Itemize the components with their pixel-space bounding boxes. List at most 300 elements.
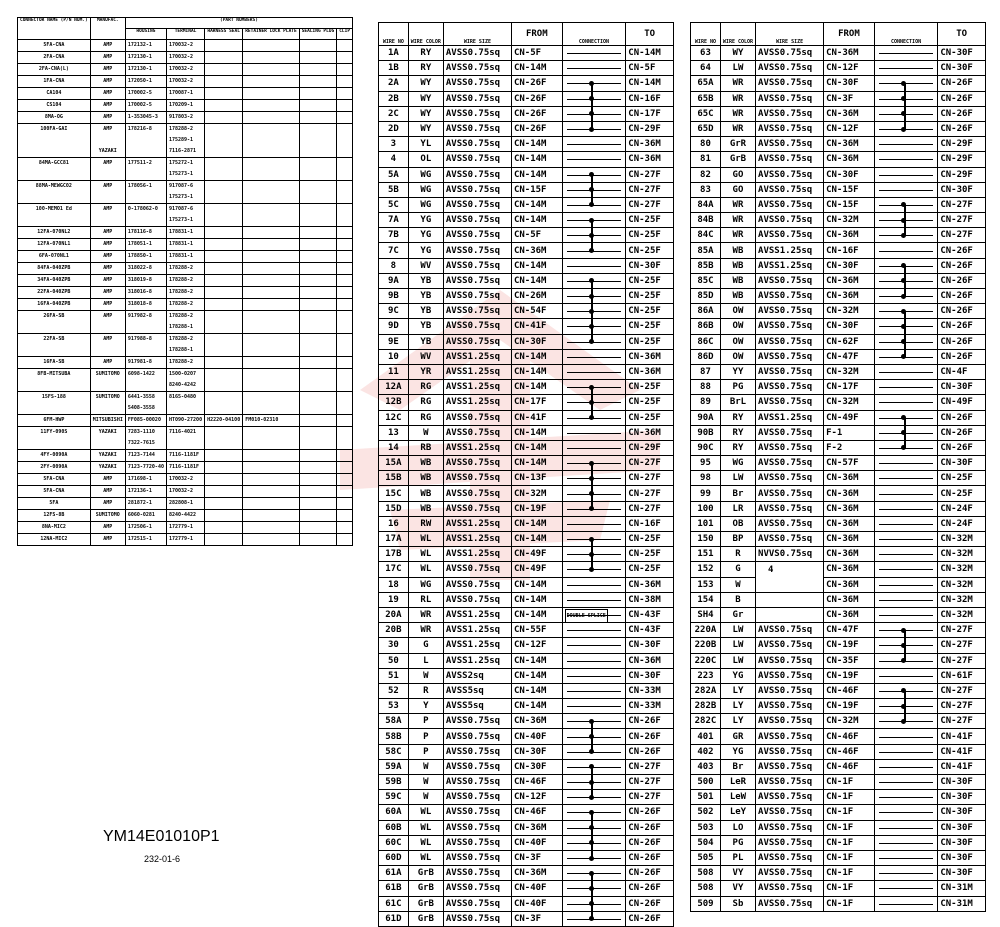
wire-color: RY <box>408 46 443 61</box>
wire-no: 8 <box>379 258 409 273</box>
wire-from: CN-47F <box>824 349 875 364</box>
wire-from: CN-46F <box>824 744 875 759</box>
wire-from: CN-49F <box>511 562 562 577</box>
connector-cell <box>337 100 353 112</box>
wire-color: GrB <box>408 896 443 911</box>
wire-hdr-to: TO <box>938 23 986 46</box>
wire-row <box>691 790 986 805</box>
wire-size: AVSS0.75sq <box>756 714 824 729</box>
wire-connection <box>874 653 938 668</box>
wire-no: 503 <box>691 820 721 835</box>
connector-cell <box>243 486 299 498</box>
connector-cell: 178288-2 <box>166 275 204 287</box>
wire-hdr-no: WIRE NO <box>379 23 409 46</box>
connector-row <box>18 158 353 181</box>
wire-color: WB <box>408 486 443 501</box>
wire-color: RY <box>720 410 755 425</box>
wire-row <box>379 759 674 774</box>
wire-to: CN-25F <box>626 319 674 334</box>
connector-cell <box>299 357 337 369</box>
connector-cell: 170032-2 <box>166 474 204 486</box>
wire-size: AVSS0.75sq <box>443 334 511 349</box>
wire-no: 61B <box>379 881 409 896</box>
wire-size: AVSS0.75sq <box>756 881 824 896</box>
wire-size: AVSS0.75sq <box>756 866 824 881</box>
connector-cell: AMP <box>90 474 125 486</box>
wire-color: OW <box>720 334 755 349</box>
wire-no: 60C <box>379 835 409 850</box>
wire-no: 50 <box>379 653 409 668</box>
wire-no: 58C <box>379 744 409 759</box>
wire-no: 87 <box>691 364 721 379</box>
hdr-part-col: CLIP <box>337 29 353 40</box>
wire-color: WB <box>408 456 443 471</box>
splice-line <box>591 539 593 547</box>
wire-to: CN-36M <box>626 349 674 364</box>
connector-cell: 6FA-070NL1 <box>18 251 91 263</box>
wire-to: CN-26F <box>938 425 986 440</box>
wire-size: AVSS0.75sq <box>443 820 511 835</box>
connector-cell <box>299 112 337 124</box>
connector-cell: YAZAKI <box>90 462 125 474</box>
connector-row <box>18 474 353 486</box>
wire-from: CN-30F <box>824 167 875 182</box>
connector-cell <box>243 334 299 357</box>
wire-no: 508 <box>691 866 721 881</box>
connector-cell: AMP <box>90 112 125 124</box>
connector-cell: 917087-6 175273-1 <box>166 204 204 227</box>
connector-row <box>18 287 353 299</box>
wire-connection <box>562 213 626 228</box>
wire-color: BrL <box>720 395 755 410</box>
connector-cell <box>243 40 299 52</box>
splice-line <box>591 334 593 342</box>
hdr-manufacturer: MANUFAC. <box>90 18 125 40</box>
wire-to: CN-30F <box>938 61 986 76</box>
wire-to: CN-31M <box>938 896 986 911</box>
splice-line <box>904 266 906 274</box>
wire-row <box>379 197 674 212</box>
wire-to: CN-26F <box>626 835 674 850</box>
connector-cell: AMP <box>90 76 125 88</box>
connector-row <box>18 522 353 534</box>
connector-cell: AMP <box>90 287 125 299</box>
wire-row <box>691 319 986 334</box>
wire-connection <box>874 440 938 455</box>
wire-row <box>691 577 986 592</box>
wire-size: AVSS0.75sq <box>756 729 824 744</box>
wire-connection <box>874 456 938 471</box>
wire-no: 61C <box>379 896 409 911</box>
wire-to: CN-26F <box>626 729 674 744</box>
connector-row <box>18 369 353 392</box>
connector-cell <box>337 124 353 158</box>
wire-color: RL <box>408 592 443 607</box>
splice-line <box>591 721 593 729</box>
connector-cell: AMP <box>90 158 125 181</box>
wire-from: CN-36M <box>511 243 562 258</box>
wire-from: CN-49F <box>824 410 875 425</box>
splice-line <box>591 881 593 896</box>
wire-from: CN-17F <box>824 380 875 395</box>
connector-cell: HT090-27200 <box>166 415 204 427</box>
wire-no: 84C <box>691 228 721 243</box>
wire-connection <box>874 744 938 759</box>
wire-row <box>379 744 674 759</box>
wire-to: CN-24F <box>938 501 986 516</box>
wire-to: CN-26F <box>626 911 674 926</box>
wire-connection <box>562 182 626 197</box>
connector-cell: AMP <box>90 498 125 510</box>
wire-to: CN-26F <box>626 714 674 729</box>
wire-to: CN-25F <box>626 562 674 577</box>
connector-cell <box>205 76 243 88</box>
wire-to: CN-27F <box>626 486 674 501</box>
wire-hdr-from: FROM <box>511 23 562 46</box>
wire-row <box>691 866 986 881</box>
wire-to: CN-30F <box>626 668 674 683</box>
wire-size: AVSS0.75sq <box>756 486 824 501</box>
connector-cell <box>337 522 353 534</box>
splice-line <box>591 91 593 106</box>
connector-cell <box>337 334 353 357</box>
connector-cell <box>243 239 299 251</box>
wire-color: W <box>408 425 443 440</box>
wire-to: CN-4F <box>938 364 986 379</box>
splice-line <box>904 121 906 129</box>
wire-from: CN-30F <box>824 319 875 334</box>
wire-size: AVSS0.75sq <box>443 410 511 425</box>
wire-row <box>691 471 986 486</box>
wire-connection <box>562 653 626 668</box>
wire-from: CN-16F <box>824 243 875 258</box>
wire-no: 86C <box>691 334 721 349</box>
wire-row <box>691 896 986 911</box>
connector-cell: 170032-2 <box>166 52 204 64</box>
connector-cell <box>243 311 299 334</box>
connector-cell: 12FS-8B <box>18 510 91 522</box>
wire-row <box>691 137 986 152</box>
wire-size: AVSS0.75sq <box>443 896 511 911</box>
wire-from: CN-49F <box>511 547 562 562</box>
wire-from: CN-32M <box>511 486 562 501</box>
splice-line <box>904 691 906 699</box>
splice-line <box>591 410 593 418</box>
wire-to: CN-27F <box>626 790 674 805</box>
wire-color: WR <box>720 106 755 121</box>
wire-to: CN-26F <box>626 744 674 759</box>
connector-cell <box>299 369 337 392</box>
wire-to: CN-29F <box>938 137 986 152</box>
connector-cell <box>205 474 243 486</box>
wire-connection <box>874 623 938 638</box>
connector-cell <box>243 88 299 100</box>
wire-row <box>379 243 674 258</box>
connector-row <box>18 275 353 287</box>
wire-no: 282C <box>691 714 721 729</box>
wire-no: 101 <box>691 516 721 531</box>
connector-cell <box>337 462 353 474</box>
wire-connection <box>874 289 938 304</box>
connector-cell <box>243 263 299 275</box>
hdr-part-col: RETAINER LOCK PLATE <box>243 29 299 40</box>
wire-from: CN-26F <box>511 106 562 121</box>
connector-cell: 6441-3558 5408-3558 <box>125 392 166 415</box>
wire-no: 17B <box>379 547 409 562</box>
connector-cell <box>243 76 299 88</box>
wire-from: CN-36M <box>824 106 875 121</box>
wire-color: P <box>408 729 443 744</box>
wire-size: AVSS1.25sq <box>756 410 824 425</box>
wire-to: CN-27F <box>626 759 674 774</box>
connector-cell <box>299 334 337 357</box>
connector-cell: 100-MEMO1 Ed <box>18 204 91 227</box>
wire-size: AVSS0.75sq <box>756 820 824 835</box>
wire-size: AVSS0.75sq <box>443 61 511 76</box>
wire-to: CN-25F <box>626 273 674 288</box>
wire-to: CN-30F <box>938 850 986 865</box>
splice-line <box>904 425 906 440</box>
connector-cell: 178288-2 178288-1 <box>166 311 204 334</box>
wire-from: CN-36M <box>824 516 875 531</box>
connector-cell <box>205 450 243 462</box>
wire-to: CN-25F <box>938 486 986 501</box>
hdr-part-numbers: (PART NUMBERS) <box>125 18 352 29</box>
connector-cell <box>337 263 353 275</box>
splice-line <box>591 744 593 752</box>
wire-size: AVSS0.75sq <box>443 106 511 121</box>
wire-connection <box>562 319 626 334</box>
splice-line <box>591 729 593 744</box>
splice-line <box>591 896 593 911</box>
wire-no: 53 <box>379 699 409 714</box>
wire-from: CN-36M <box>824 577 875 592</box>
connector-cell <box>243 357 299 369</box>
wire-to: CN-32M <box>938 592 986 607</box>
wire-row <box>691 501 986 516</box>
wire-color: WB <box>720 289 755 304</box>
splice-line <box>591 471 593 486</box>
wire-size: AVSS0.75sq <box>443 562 511 577</box>
wire-hdr-size: WIRE SIZE <box>443 23 511 46</box>
connector-cell <box>337 415 353 427</box>
wire-no: 15A <box>379 456 409 471</box>
connector-cell <box>299 522 337 534</box>
wire-to: CN-29F <box>626 121 674 136</box>
wire-color: PG <box>720 380 755 395</box>
wire-connection <box>874 562 938 577</box>
wire-color: LW <box>720 653 755 668</box>
wire-row <box>379 668 674 683</box>
connector-cell: 26FA-SB <box>18 311 91 334</box>
wire-row <box>379 213 674 228</box>
wire-color: YG <box>408 243 443 258</box>
wire-no: 84A <box>691 197 721 212</box>
wire-color: BP <box>720 532 755 547</box>
connector-cell <box>299 204 337 227</box>
wire-to: CN-33M <box>626 683 674 698</box>
wire-row <box>379 76 674 91</box>
wire-to: CN-26F <box>938 334 986 349</box>
wire-to: CN-30F <box>938 775 986 790</box>
wire-connection <box>562 334 626 349</box>
splice-line <box>591 175 593 183</box>
wire-color: LR <box>720 501 755 516</box>
connector-cell <box>205 112 243 124</box>
wire-from: CN-3F <box>511 911 562 926</box>
wire-color: LW <box>720 623 755 638</box>
wire-no: 82 <box>691 167 721 182</box>
wire-connection <box>562 547 626 562</box>
wire-from: CN-19F <box>824 699 875 714</box>
wire-no: 401 <box>691 729 721 744</box>
connector-cell: AMP <box>90 227 125 239</box>
wire-no: 282A <box>691 683 721 698</box>
wire-row <box>379 911 674 926</box>
wire-from: CN-41F <box>511 319 562 334</box>
connector-cell <box>337 275 353 287</box>
wire-no: 10 <box>379 349 409 364</box>
wire-row <box>379 850 674 865</box>
wire-to: CN-27F <box>938 228 986 243</box>
wire-size: AVSS0.75sq <box>756 289 824 304</box>
wire-color: OB <box>720 516 755 531</box>
wire-size: AVSS0.75sq <box>756 228 824 243</box>
wire-size: AVSS0.75sq <box>756 137 824 152</box>
splice-line <box>591 547 593 562</box>
wire-color: WG <box>408 182 443 197</box>
splice-line <box>591 820 593 835</box>
wire-connection <box>562 197 626 212</box>
wire-from: CN-1F <box>824 775 875 790</box>
wire-to: CN-26F <box>938 106 986 121</box>
wire-to: CN-43F <box>626 623 674 638</box>
connector-cell: 178216-8 <box>125 124 166 158</box>
wire-size: AVSS1.25sq <box>443 547 511 562</box>
wire-connection <box>874 137 938 152</box>
wire-connection <box>874 592 938 607</box>
connector-cell: 172050-1 <box>125 76 166 88</box>
wire-row <box>691 167 986 182</box>
connector-cell <box>299 299 337 311</box>
wire-color: WL <box>408 547 443 562</box>
wire-no: 65D <box>691 121 721 136</box>
wire-connection <box>562 167 626 182</box>
wire-row <box>691 76 986 91</box>
connector-cell <box>337 510 353 522</box>
wire-size: AVSS0.75sq <box>443 456 511 471</box>
connector-cell: 1-353045-3 <box>125 112 166 124</box>
connector-cell <box>205 64 243 76</box>
wire-color: LW <box>720 638 755 653</box>
wire-row <box>379 91 674 106</box>
connector-cell <box>243 112 299 124</box>
connector-cell: AMP <box>90 275 125 287</box>
connector-cell <box>299 158 337 181</box>
connector-cell: 170032-2 <box>166 64 204 76</box>
wire-size: AVSS0.75sq <box>756 775 824 790</box>
wire-no: 52 <box>379 683 409 698</box>
wire-from: CN-14M <box>511 607 562 622</box>
wire-from: CN-19F <box>824 638 875 653</box>
wire-from: CN-14M <box>511 425 562 440</box>
wire-to: CN-26F <box>938 121 986 136</box>
connector-cell <box>337 227 353 239</box>
wire-size: AVSS1.25sq <box>443 653 511 668</box>
wire-no: 9E <box>379 334 409 349</box>
wire-color: WG <box>408 197 443 212</box>
wire-to: CN-5F <box>626 61 674 76</box>
wire-row <box>691 592 986 607</box>
wire-connection <box>562 577 626 592</box>
wire-to: CN-26F <box>938 91 986 106</box>
connector-cell: AMP <box>90 40 125 52</box>
connector-cell: 5FA-CNA <box>18 40 91 52</box>
document-subcode: 232-01-6 <box>144 854 181 864</box>
wire-row <box>691 182 986 197</box>
wire-connection <box>874 182 938 197</box>
wire-to: CN-26F <box>938 289 986 304</box>
wire-size: AVSS0.75sq <box>756 121 824 136</box>
wire-to: CN-30F <box>938 46 986 61</box>
wire-size: AVSS0.75sq <box>443 744 511 759</box>
connector-cell: 2FY-0090A <box>18 462 91 474</box>
connector-cell <box>299 251 337 263</box>
wire-size: AVSS0.75sq <box>756 46 824 61</box>
wire-color: WL <box>408 850 443 865</box>
connector-cell: 178116-8 <box>125 227 166 239</box>
wire-row <box>379 456 674 471</box>
wire-connection <box>874 668 938 683</box>
wire-size: AVSS1.25sq <box>756 243 824 258</box>
wire-no: 151 <box>691 547 721 562</box>
connector-cell: 170032-2 <box>166 76 204 88</box>
wire-no: 98 <box>691 471 721 486</box>
wire-from: CN-14M <box>511 653 562 668</box>
wire-color: OW <box>720 319 755 334</box>
wire-to: CN-32M <box>938 547 986 562</box>
wire-size <box>756 592 824 607</box>
wire-row <box>691 516 986 531</box>
wire-size: AVSS0.75sq <box>756 364 824 379</box>
double-splice-label: DOUBLE SPLICE <box>565 609 608 623</box>
connector-cell <box>337 52 353 64</box>
wire-row <box>379 258 674 273</box>
wire-from: CN-46F <box>824 759 875 774</box>
wire-no: 12B <box>379 395 409 410</box>
connector-cell: 170002-5 <box>125 100 166 112</box>
wire-no: 2A <box>379 76 409 91</box>
wire-no: 7B <box>379 228 409 243</box>
wire-no: 90C <box>691 440 721 455</box>
wire-no: 65A <box>691 76 721 91</box>
wire-row <box>379 61 674 76</box>
connector-cell <box>243 100 299 112</box>
wire-to: CN-30F <box>938 456 986 471</box>
wire-no: 59B <box>379 775 409 790</box>
wire-connection <box>562 228 626 243</box>
wire-connection <box>562 714 626 729</box>
splice-line <box>591 835 593 850</box>
wire-connection <box>562 121 626 136</box>
wire-no: 61A <box>379 866 409 881</box>
connector-row <box>18 311 353 334</box>
connector-cell <box>299 124 337 158</box>
wire-row <box>379 425 674 440</box>
connector-row <box>18 427 353 450</box>
wire-connection <box>562 911 626 926</box>
wire-hdr-color: WIRE COLOR <box>720 23 755 46</box>
